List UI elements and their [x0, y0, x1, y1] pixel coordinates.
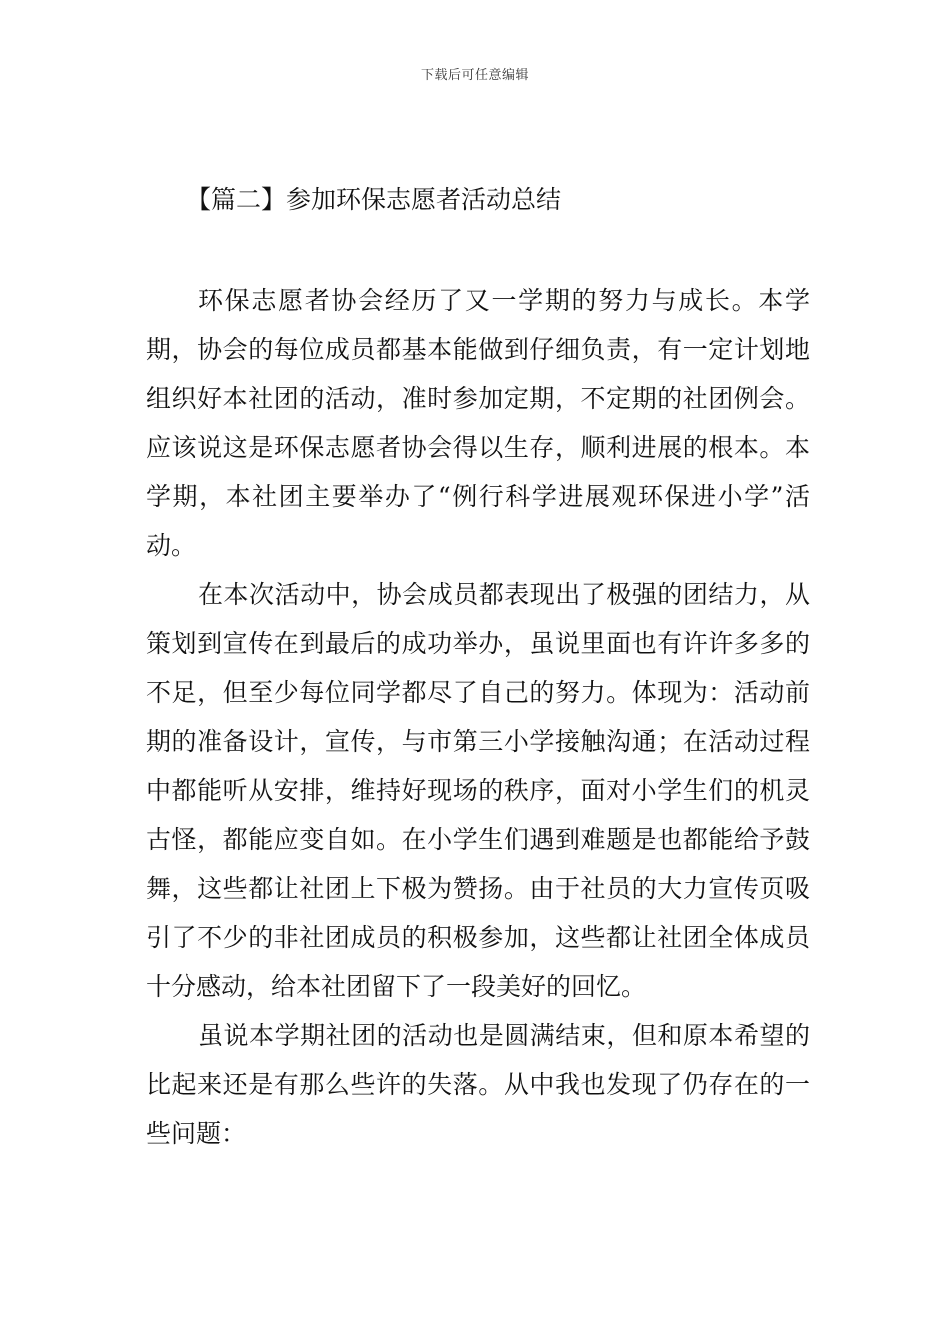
document-title: 【篇二】参加环保志愿者活动总结 — [186, 185, 562, 214]
document-body — [146, 276, 810, 1158]
paragraph-2: 在本次活动中，协会成员都表现出了极强的团结力，从策划到宣传在到最后的成功举办，虽说里面也有许许多多的不足，但至少每位同学都尽了自己的努力。体现为：活动前期的准备设计，宣传，与市第三小学接触沟通；在活动过程中都能听从安排，维持好现场的秩序，面对小学生们的机灵古怪，都能应变自如。在小学生们遇到难题是也都能给予鼓舞，这些都让社团上下极为赞扬。由于社员的大力宣传页吸引了不少的非社团成员的积极参加，这些都让社团全体成员十分感动，给本社团留下了一段美好的回忆。 — [146, 580, 810, 1001]
page-header-note: 下载后可任意编辑 — [420, 68, 529, 83]
paragraph-1: 环保志愿者协会经历了又一学期的努力与成长。本学期，协会的每位成员都基本能做到仔细负责，有一定计划地组织好本社团的活动，准时参加定期，不定期的社团例会。应该说这是环保志愿者协会得以生存，顺利进展的根本。本学期，本社团主要举办了“例行科学进展观环保进小学”活动。 — [146, 286, 810, 560]
paragraph-3: 虽说本学期社团的活动也是圆满结束，但和原本希望的比起来还是有那么些许的失落。从中我也发现了仍存在的一些问题： — [146, 1021, 810, 1148]
